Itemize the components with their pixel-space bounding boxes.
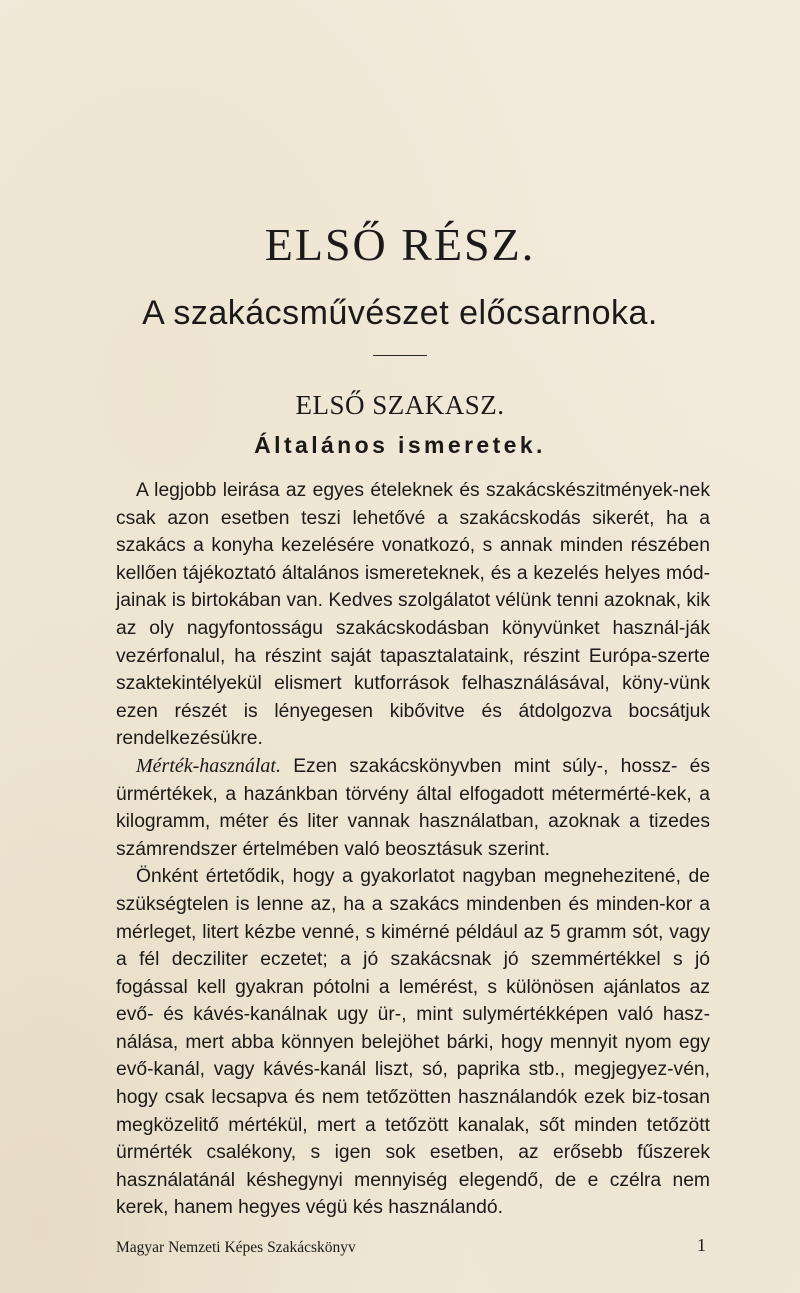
- paragraph-practice: Önként értetődik, hogy a gyakorlatot nagyban megnehezitené, de szükségtelen is lenne az, ha a szakács mindenben és minden-kor a mérleget, litert kézbe venné, s kimérné például az 5 gramm sót, vagy a fél decziliter eczetet; a jó szakácsnak jó szemmértékkel s jó fogással kell gyakran pótolni a lemérést, s különösen ajánlatos az evő- és kávés-kanálnak ugy ür-, mint sulymértékképen való hasz-nálása, mert abba könnyen belejöhet bárki, hogy mennyit nyom egy evő-kanál, vagy kávés-kanál liszt, só, paprika stb., megjegyez-vén, hogy csak lecsapva és nem tetőzötten használandók ezek biz-tosan megközelitő mértékül, mert a tetőzött kanalak, sőt minden tetőzött ürmérték csalékony, s igen sok esetben, az erősebb fűszerek használatánál késhegynyi mennyiség elegendő, de e czélra nem kerek, hanem hegyes végü kés használandó.: [116, 866, 710, 1219]
- part-subtitle: A szakácsművészet előcsarnoka.: [142, 294, 658, 332]
- topic-title: Általános ismeretek.: [254, 432, 546, 458]
- part-title: ELSŐ RÉSZ.: [264, 219, 536, 270]
- divider-rule: [373, 355, 427, 356]
- paragraph-term: Mérték-használat.: [136, 754, 281, 777]
- paragraph-measures: [116, 753, 710, 863]
- body-text: [116, 477, 710, 1222]
- paragraph-measures-text: Ezen szakácskönyvben mint súly-, hossz- és ürmértékek, a hazánkban törvény által elfogadott métermérté-kek, a kilogramm, méter és liter vannak használatban, azoknak a tizedes számrendszer értelmében való beosztásuk szerint.: [116, 755, 710, 860]
- footer-book-title: Magyar Nemzeti Képes Szakácskönyv: [116, 1239, 356, 1256]
- section-title: ELSŐ SZAKASZ.: [295, 390, 505, 420]
- page-number: 1: [697, 1235, 706, 1255]
- paragraph-intro: A legjobb leirása az egyes ételeknek és szakácskészitmények-nek csak azon esetben teszi lehetővé a szakácskodás sikerét, ha a szakács a konyha kezelésére vonatkozó, s annak minden részében kellően tájékoztató általános ismereteknek, és a kezelés helyes mód-jainak is birtokában van. Kedves szolgálatot vélünk tenni azoknak, kik az oly nagyfontosságu szakácskodásban könyvünket használ-ják vezérfonalul, ha részint saját tapasztalataink, részint Európa-szerte szaktekintélyekül elismert kutforrások felhasználásával, köny-vünk ezen részét is lényegesen kibővitve és átdolgozva bocsátjuk rendelkezésükre.: [116, 480, 710, 750]
